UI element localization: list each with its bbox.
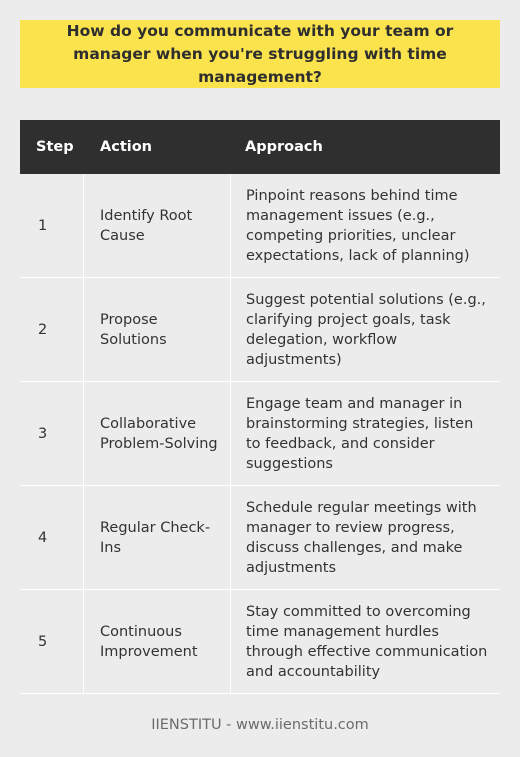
cell-action: Identify Root Cause [84, 174, 231, 278]
cell-action: Collaborative Problem-Solving [84, 382, 231, 486]
table-header [20, 120, 500, 174]
cell-approach: Pinpoint reasons behind time management issues (e.g., competing priorities, unclear expectations, lack of planning) [231, 174, 500, 278]
cell-action: Regular Check-Ins [84, 486, 231, 590]
cell-action: Continuous Improvement [84, 590, 231, 694]
table-body [20, 174, 500, 694]
table-row [20, 382, 500, 486]
cell-step: 2 [20, 278, 84, 382]
page-title-text: How do you communicate with your team or manager when you're struggling with time management? [66, 21, 454, 86]
cell-approach: Suggest potential solutions (e.g., clarifying project goals, task delegation, workflow adjustments) [231, 278, 500, 382]
cell-action: Propose Solutions [84, 278, 231, 382]
column-header-approach: Approach [231, 120, 500, 174]
column-header-action: Action [84, 120, 231, 174]
cell-step: 4 [20, 486, 84, 590]
cell-approach: Schedule regular meetings with manager to review progress, discuss challenges, and make adjustments [231, 486, 500, 590]
cell-step: 3 [20, 382, 84, 486]
cell-approach: Engage team and manager in brainstorming strategies, listen to feedback, and consider suggestions [231, 382, 500, 486]
column-header-step: Step [20, 120, 84, 174]
page-title [20, 20, 500, 88]
table-row [20, 174, 500, 278]
steps-table [20, 120, 500, 694]
footer-credit: IIENSTITU - www.iienstitu.com [151, 717, 369, 733]
cell-approach: Stay committed to overcoming time management hurdles through effective communication and accountability [231, 590, 500, 694]
table-row [20, 278, 500, 382]
table-row [20, 486, 500, 590]
cell-step: 5 [20, 590, 84, 694]
table-header-row [20, 120, 500, 174]
cell-step: 1 [20, 174, 84, 278]
table-row [20, 590, 500, 694]
